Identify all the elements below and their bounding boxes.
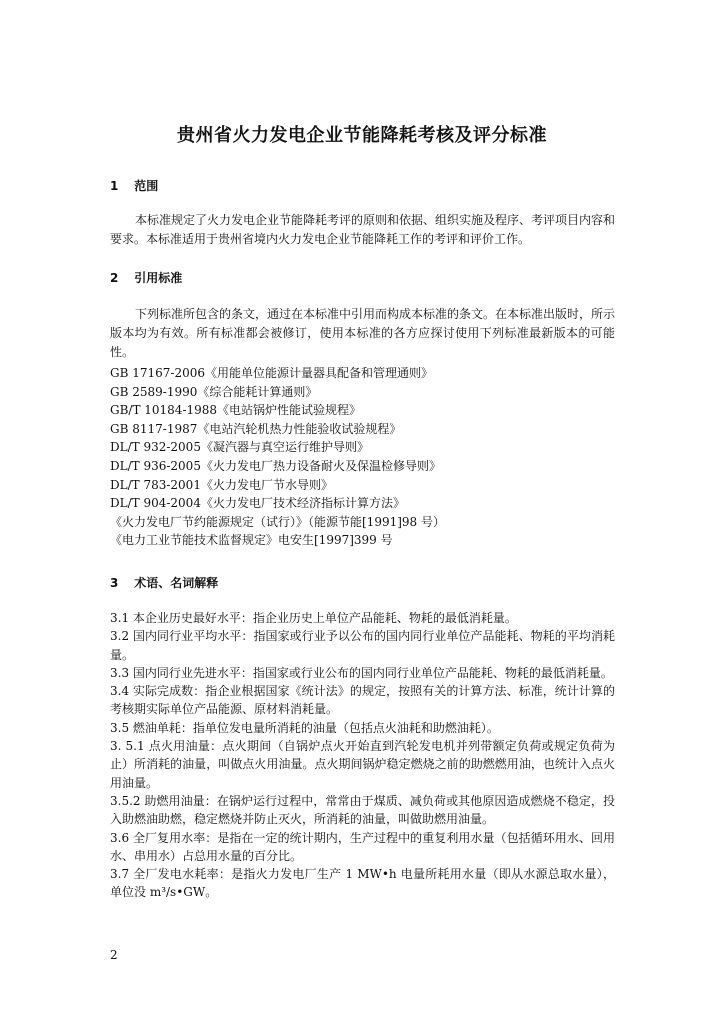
reference-item: DL/T 904-2004《火力发电厂技术经济指标计算方法》: [110, 496, 405, 511]
reference-item: DL/T 932-2005《凝汽器与真空运行维护导则》: [110, 440, 369, 455]
term-definition: 3.7 全厂发电水耗率：是指火力发电厂生产 1 MW•h 电量所耗用水量（即从水源总取水量），单位没 m³/s•GW。: [110, 867, 615, 900]
section-number: 2: [110, 271, 119, 285]
reference-item: 《火力发电厂节约能源规定（试行）》（能源节能[1991]98 号）: [110, 514, 445, 529]
section-number: 1: [110, 179, 119, 193]
term-definition: 3.6 全厂复用水率：是指在一定的统计期内，生产过程中的重复利用水量（包括循环用水、回用水、串用水）占总用水量的百分比。: [110, 830, 615, 863]
section-1-heading: [110, 177, 158, 194]
reference-list: [110, 364, 615, 550]
document-title: 贵州省火力发电企业节能降耗考核及评分标准: [177, 125, 547, 146]
page-number: 2: [110, 948, 118, 962]
section-2-paragraph: 下列标准所包含的条文，通过在本标准中引用而构成本标准的条文。在本标准出版时，所示版本均为有效。所有标准都会被修订，使用本标准的各方应探讨使用下列标准最新版本的可能性。: [110, 307, 616, 359]
reference-item: GB/T 10184-1988《电站锅炉性能试验规程》: [110, 403, 362, 418]
term-definition: 3.1 本企业历史最好水平：指企业历史上单位产品能耗、物耗的最低消耗量。: [110, 611, 517, 625]
section-title: 范围: [134, 179, 159, 193]
term-definition: 3. 5.1 点火用油量：点火期间（自锅炉点火开始直到汽轮发电机并列带额定负荷或规定负荷为止）所消耗的油量，叫做点火用油量。点火期间锅炉稳定燃烧之前的助燃燃用油，也统计入点火用油量。: [110, 739, 615, 790]
section-title: 术语、名词解释: [134, 576, 219, 590]
reference-item: GB 2589-1990《综合能耗计算通则》: [110, 384, 318, 399]
section-title: 引用标准: [134, 271, 183, 285]
terms-list: [110, 609, 615, 902]
term-definition: 3.5 燃油单耗：指单位发电量所消耗的油量（包括点火油耗和助燃油耗）。: [110, 720, 499, 735]
term-definition: 3.5.2 助燃用油量：在锅炉运行过程中，常常由于煤质、减负荷或其他原因造成燃烧不稳定，投入助燃油助燃，稳定燃烧并防止灭火，所消耗的油量，叫做助燃用油量。: [110, 793, 615, 827]
reference-item: DL/T 783-2001《火力发电厂节水导则》: [110, 477, 333, 492]
reference-item: 《电力工业节能技术监督规定》电安生[1997]399 号: [110, 533, 393, 548]
section-1-paragraph: 本标准规定了火力发电企业节能降耗考评的原则和依据、组织实施及程序、考评项目内容和要求。本标准适用于贵州省境内火力发电企业节能降耗工作的考评和评价工作。: [110, 213, 616, 246]
reference-item: GB 17167-2006《用能单位能源计量器具配备和管理通则》: [110, 366, 433, 380]
section-2-heading: [110, 269, 182, 286]
reference-item: DL/T 936-2005《火力发电厂热力设备耐火及保温检修导则》: [110, 458, 441, 473]
term-definition: 3.3 国内同行业先进水平：指国家或行业公布的国内同行业单位产品能耗、物耗的最低消耗量。: [110, 665, 613, 680]
term-definition: 3.2 国内同行业平均水平：指国家或行业予以公布的国内同行业单位产品能耗、物耗的平均消耗量。: [110, 629, 615, 662]
reference-item: GB 8117-1987《电站汽轮机热力性能验收试验规程》: [110, 421, 402, 436]
term-definition: 3.4 实际完成数：指企业根据国家《统计法》的规定，按照有关的计算方法、标准，统计计算的考核期实际单位产品能源、原材料消耗量。: [110, 684, 615, 717]
section-3-heading: [110, 574, 218, 591]
section-number: 3: [110, 576, 119, 590]
